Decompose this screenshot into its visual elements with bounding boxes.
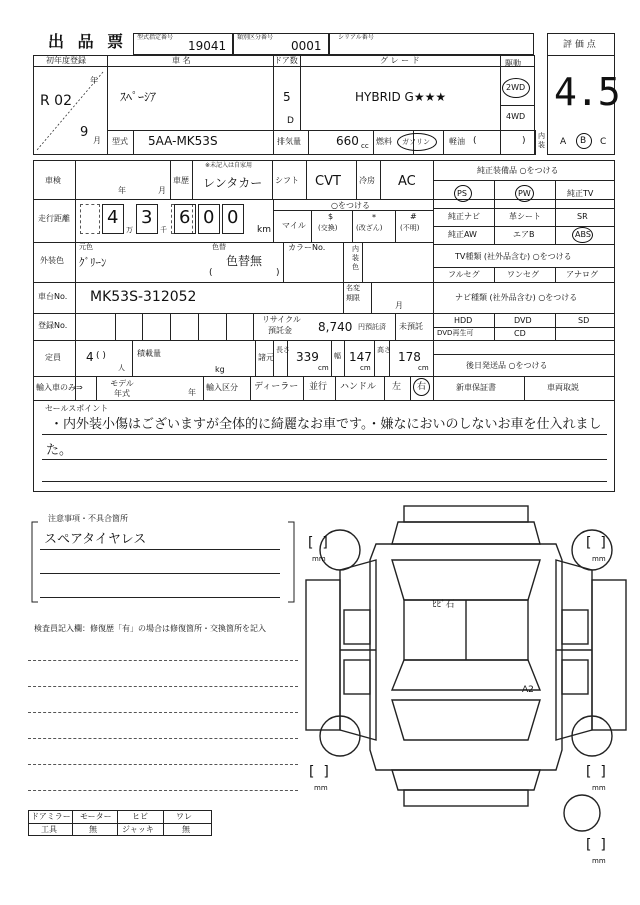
paren-close: ) — [522, 136, 526, 146]
capacity-unit: 人 — [118, 364, 125, 372]
displacement-value: 660 — [336, 134, 359, 148]
doors-value: 5 — [283, 90, 291, 104]
sales-point-line2: た。 — [46, 443, 73, 458]
equip-navi: 純正ナビ — [448, 212, 480, 221]
document-title: 出 品 票 — [48, 32, 128, 51]
chassis-number: MK53S-312052 — [90, 289, 197, 305]
mm-label: mm — [592, 555, 606, 563]
reg-label: 登録No. — [38, 321, 68, 330]
mm-label: mm — [314, 784, 328, 792]
color-no-label: カラーNo. — [288, 243, 326, 252]
cm-unit: cm — [318, 364, 329, 372]
handle-right: 右 — [417, 382, 427, 392]
repaint-label: 色替 — [212, 243, 226, 251]
name-change-label: 名変 — [346, 284, 360, 292]
parallel-option: 並行 — [309, 382, 328, 392]
drive-2wd: 2WD — [506, 83, 526, 92]
mileage-digit-box — [80, 204, 100, 234]
hash-sub: (不明) — [400, 224, 420, 232]
equip-aw: 純正AW — [448, 230, 477, 239]
orig-color: ｸﾞﾘｰﾝ — [79, 256, 107, 269]
mark-label: ○をつける — [331, 201, 370, 210]
bracket-mark: [ ] — [586, 535, 606, 551]
equip-airbag: エアB — [513, 230, 535, 239]
km-unit: km — [257, 225, 271, 235]
mirror-crack: ヒビ — [132, 812, 148, 821]
mm-label: mm — [592, 784, 606, 792]
interior-label-1: 内 — [538, 132, 545, 140]
dealer-option: ディーラー — [254, 382, 299, 392]
handle-left: 左 — [392, 382, 402, 392]
int-color-label: 色 — [352, 263, 359, 271]
model-year-label: モデル年式 — [110, 379, 134, 398]
recycle-unit: 円預託済 — [358, 323, 386, 331]
recycle-unpaid: 未預託 — [399, 322, 423, 331]
mm-label: mm — [312, 555, 326, 563]
equip-ps: PS — [457, 189, 467, 198]
mileage-digit: 4 — [107, 207, 119, 228]
tv-label: TV種類 (社外品含む) ○をつける — [455, 252, 572, 261]
sen-unit: 千 — [160, 226, 167, 234]
bracket-mark: [ ] — [586, 764, 606, 780]
door-mirror-label: ドアミラー — [31, 812, 71, 821]
cm-unit: cm — [360, 364, 371, 372]
category-value: 0001 — [291, 39, 322, 53]
ac-label: 冷房 — [359, 176, 375, 185]
length-value: 339 — [296, 350, 319, 364]
fuel-label: 燃料 — [376, 137, 392, 146]
paren-close: ) — [276, 268, 280, 278]
navi-dvd: DVD — [514, 316, 532, 325]
mileage-digit: 0 — [227, 207, 239, 228]
repaint-value: 色替無 — [226, 254, 263, 268]
color-label: 外装色 — [40, 256, 64, 265]
jack-label: ジャッキ — [122, 825, 154, 834]
bracket-mark: [ ] — [308, 535, 328, 551]
mileage-digit: 0 — [203, 207, 215, 228]
cd-label: CD — [514, 329, 526, 338]
grade-label: グ レ ー ド — [380, 56, 420, 65]
tools-value: 無 — [89, 825, 97, 834]
interior-b: B — [580, 136, 587, 146]
tools-label: 工具 — [41, 825, 57, 834]
model-year-unit: 年 — [188, 388, 196, 397]
shaken-month-unit: 月 — [158, 186, 166, 195]
equip-pw: PW — [518, 189, 531, 198]
navi-hdd: HDD — [454, 316, 473, 325]
year-unit: 年 — [90, 76, 98, 85]
recycle-label2: 預託金 — [268, 326, 292, 335]
mileage-label: 走行距離 — [38, 214, 70, 223]
model-type: 5AA-MK53S — [148, 134, 218, 148]
equip-sr: SR — [577, 212, 588, 221]
recycle-value: 8,740 — [318, 320, 353, 334]
ac-value: AC — [398, 174, 416, 189]
category-label: 類別区分番号 — [237, 34, 274, 41]
new-car-warranty: 新車保証書 — [456, 383, 496, 392]
door-type: D — [287, 116, 294, 126]
interior-c: C — [600, 137, 607, 147]
equip-label: 純正装備品 ○をつける — [477, 166, 559, 175]
mileage-digit: 6 — [179, 207, 191, 228]
name-change-month: 月 — [395, 301, 403, 310]
mark-a2: A2 — [522, 685, 534, 695]
interior-a: A — [560, 137, 567, 147]
equip-abs: ABS — [575, 230, 591, 239]
height-value: 178 — [398, 350, 421, 364]
model-type-label: 型式 — [112, 137, 128, 146]
hash-sign: # — [410, 212, 417, 221]
width-value: 147 — [349, 350, 372, 364]
history-label: 車歴 — [173, 176, 189, 185]
mile-label: マイル — [282, 221, 306, 230]
height-label: 高さ — [377, 346, 391, 354]
drive-label: 駆動 — [505, 59, 521, 68]
import-label: 輸入車のみ⇒ — [36, 383, 83, 392]
shaken-label: 車検 — [45, 176, 61, 185]
notes-brackets — [30, 516, 295, 608]
dims-label: 諸元 — [258, 353, 274, 362]
grade-value: HYBRID G★★★ — [355, 90, 447, 104]
equip-tv: 純正TV — [567, 189, 594, 198]
chassis-label: 車台No. — [38, 292, 68, 301]
jack-value: 無 — [182, 825, 190, 834]
notes-text: スペアタイヤレス — [44, 532, 147, 547]
displacement-label: 排気量 — [277, 137, 301, 146]
history-note: ※未記入は自家用 — [205, 162, 253, 169]
rating-label: 評 価 点 — [563, 40, 596, 50]
dollar-sign: $ — [328, 212, 334, 221]
int-color-label: 内 — [352, 245, 359, 253]
mirror-break: ワレ — [176, 812, 192, 821]
width-label: 幅 — [334, 352, 341, 360]
dvd-playback: DVD再生可 — [437, 329, 474, 337]
interior-label-2: 装 — [538, 141, 545, 149]
mark-hiishi: ﾋﾋﾞ石 — [432, 600, 455, 610]
first-reg-label: 初年度登録 — [46, 56, 86, 65]
diesel-label: 軽油 — [449, 137, 465, 146]
shift-label: シフト — [275, 176, 299, 185]
doors-label: ドア数 — [274, 56, 298, 65]
mirror-motor: モーター — [80, 812, 112, 821]
man-unit: 万 — [126, 226, 133, 234]
serial-label: シリアル番号 — [338, 34, 374, 41]
paren-open: ( — [473, 136, 477, 146]
kg-unit: kg — [215, 365, 225, 374]
vehicle-manual: 車両取説 — [547, 383, 579, 392]
equip-leather: 革シート — [509, 212, 541, 221]
history-value: レンタカー — [203, 176, 263, 190]
month-unit: 月 — [93, 136, 101, 145]
model-designation-label: 型式指定番号 — [137, 34, 174, 41]
star-sign: * — [372, 213, 376, 222]
car-name: ｽﾍﾟｰｼｱ — [120, 90, 157, 104]
later-label: 後日発送品 ○をつける — [466, 361, 548, 370]
recycle-label: リサイクル — [262, 315, 301, 324]
tv-analog: アナログ — [566, 270, 598, 279]
paren-open: ( — [209, 268, 213, 278]
capacity-label: 定員 — [45, 353, 61, 362]
navi-sd: SD — [578, 316, 590, 325]
tv-oneseg: ワンセグ — [507, 270, 539, 279]
bracket-mark: [ ] — [309, 764, 329, 780]
mm-label: mm — [592, 857, 606, 865]
orig-color-label: 元色 — [79, 243, 93, 251]
capacity-paren: ( ) — [96, 351, 106, 361]
capacity-value: 4 — [86, 350, 94, 364]
star-sub: (改ざん) — [356, 224, 383, 232]
first-reg-month: 9 — [80, 125, 89, 140]
cc-unit: cc — [361, 142, 369, 150]
mileage-digit: 3 — [141, 207, 153, 228]
cm-unit: cm — [418, 364, 429, 372]
inspector-label: 検査員記入欄：修復歴「有」の場合は修復箇所・交換箇所を記入 — [34, 624, 266, 633]
rating-value: 4.5 — [554, 70, 620, 114]
import-cat-label: 輸入区分 — [206, 383, 238, 392]
navi-label: ナビ種類 (社外品含む) ○をつける — [455, 293, 578, 302]
first-reg-year: R 02 — [40, 93, 72, 109]
int-color-label: 装 — [352, 254, 359, 262]
dollar-sub: (交換) — [318, 224, 338, 232]
shift-value: CVT — [315, 174, 341, 189]
fuel-gasoline: ガソリン — [402, 138, 430, 146]
model-designation-value: 19041 — [188, 39, 227, 53]
length-label: 長さ — [276, 346, 290, 354]
tv-fullseg: フルセグ — [448, 270, 480, 279]
shaken-year-unit: 年 — [118, 186, 126, 195]
handle-label: ハンドル — [340, 382, 377, 392]
sales-point-line1: ・内外装小傷はございますが全体的に綺麗なお車です。・嫌なにおいのしないお車を仕入れまし — [50, 417, 602, 432]
name-change-label: 期限 — [346, 294, 360, 302]
notes-label: 注意事項・不具合箇所 — [48, 514, 128, 523]
sales-point-label: セールスポイント — [45, 404, 109, 413]
bracket-mark: [ ] — [586, 837, 606, 853]
drive-4wd: 4WD — [506, 112, 526, 121]
load-label: 積載量 — [137, 349, 161, 358]
car-name-label: 車 名 — [172, 56, 191, 65]
